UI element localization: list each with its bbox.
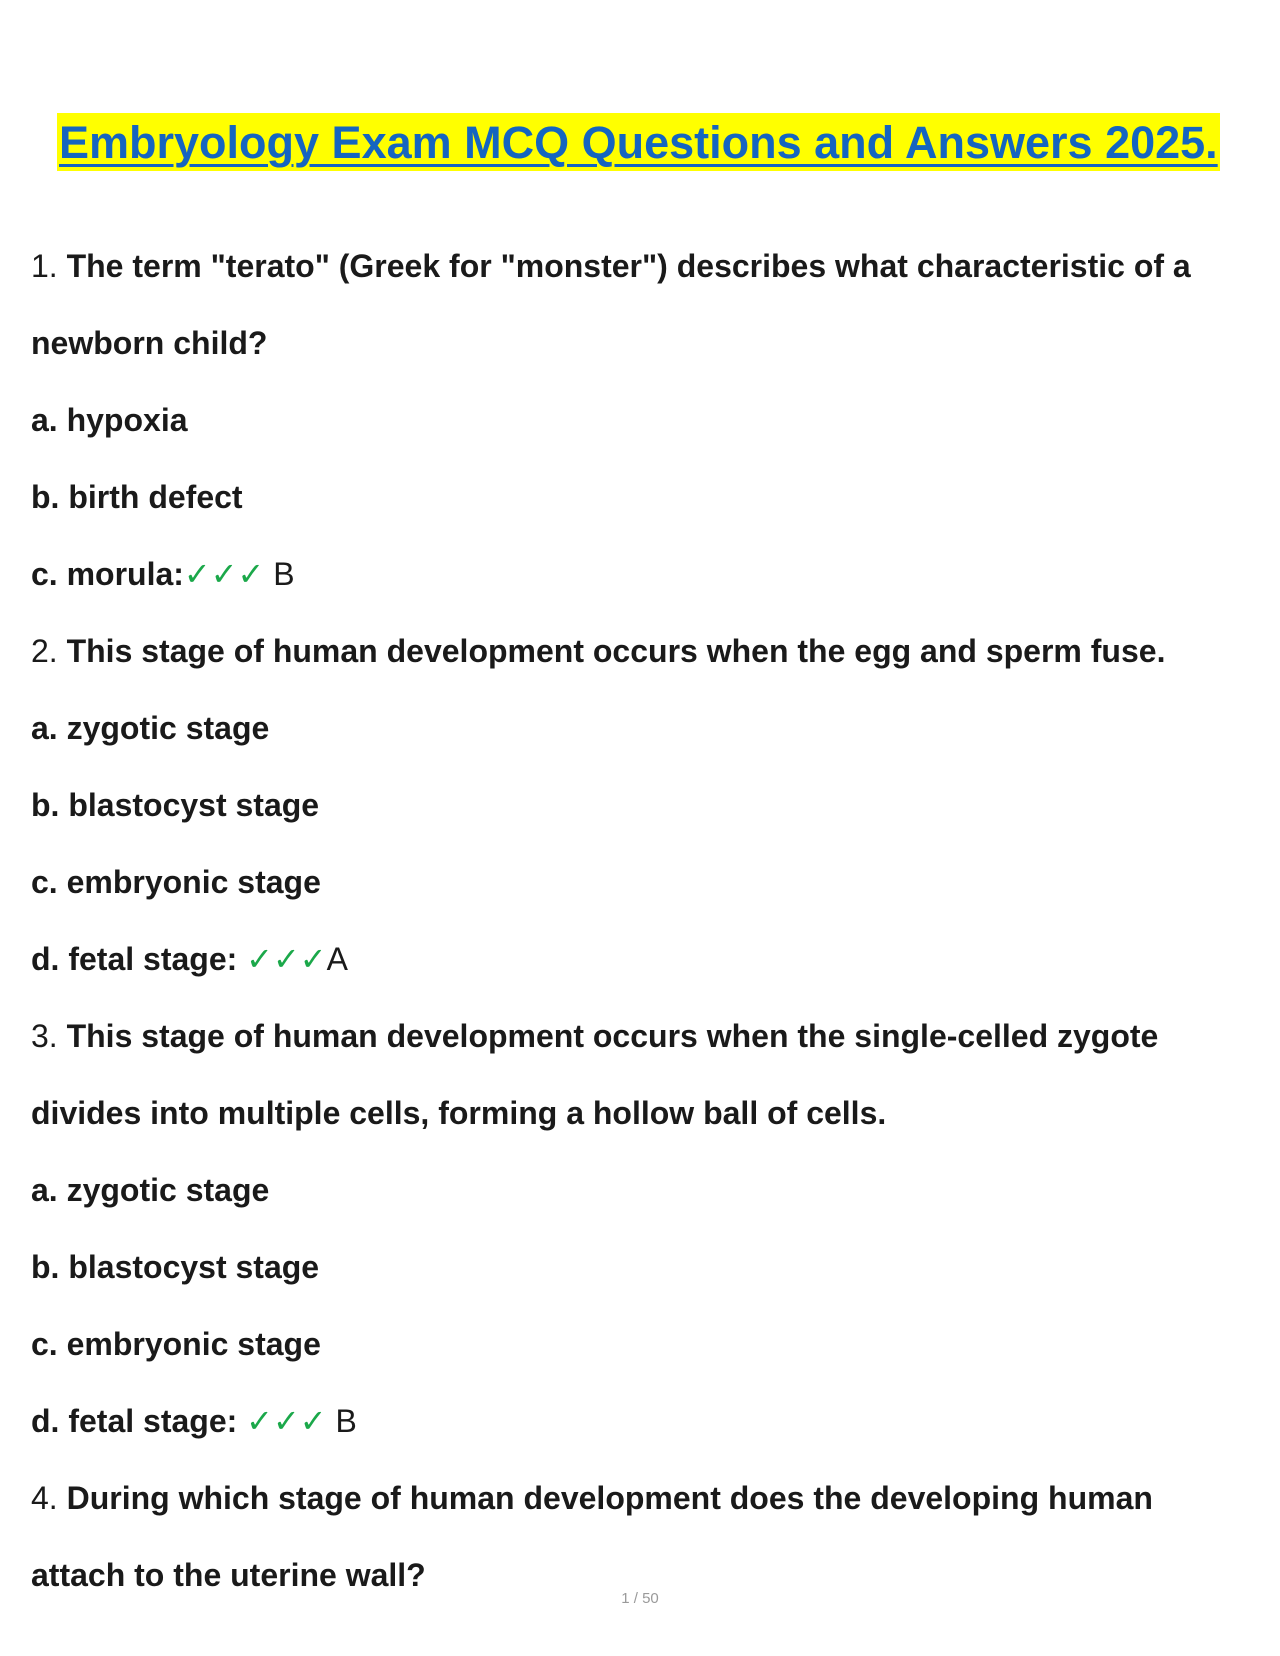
option-text: a. hypoxia	[31, 402, 188, 438]
question-line	[31, 998, 1251, 1075]
option-item	[31, 459, 1251, 536]
option-item	[31, 382, 1251, 459]
question-line	[31, 228, 1251, 305]
question-line	[31, 613, 1251, 690]
option-text: a. zygotic stage	[31, 710, 270, 746]
question-line	[31, 305, 1251, 382]
question-text: The term "terato" (Greek for "monster") describes what characteristic of a	[66, 248, 1191, 284]
title-container	[57, 113, 1220, 171]
question-text: attach to the uterine wall?	[31, 1557, 426, 1593]
option-text: d. fetal stage:	[31, 941, 247, 977]
option-item	[31, 1152, 1251, 1229]
option-item	[31, 1383, 1251, 1460]
answer-key: B	[326, 1403, 357, 1439]
question-text: This stage of human development occurs when the egg and sperm fuse.	[66, 633, 1166, 669]
question-text: divides into multiple cells, forming a hollow ball of cells.	[31, 1095, 887, 1131]
option-item	[31, 767, 1251, 844]
question-line	[31, 1075, 1251, 1152]
option-text: c. morula:	[31, 556, 184, 592]
option-item	[31, 536, 1251, 613]
option-item	[31, 1229, 1251, 1306]
question-number: 4.	[31, 1480, 58, 1516]
option-text: a. zygotic stage	[31, 1172, 270, 1208]
question-text: During which stage of human development does the developing human	[66, 1480, 1153, 1516]
question-line	[31, 1460, 1251, 1537]
option-text: c. embryonic stage	[31, 864, 321, 900]
checkmark-icon: ✓✓✓	[183, 556, 265, 592]
option-text: b. blastocyst stage	[31, 787, 320, 823]
document-title: Embryology Exam MCQ Questions and Answers 2025.	[57, 113, 1220, 171]
question-number: 2.	[31, 633, 58, 669]
question-text: This stage of human development occurs when the single-celled zygote	[66, 1018, 1159, 1054]
option-text: b. blastocyst stage	[31, 1249, 320, 1285]
option-item	[31, 1306, 1251, 1383]
option-text: b. birth defect	[31, 479, 243, 515]
question-text: newborn child?	[31, 325, 268, 361]
question-number: 1.	[31, 248, 58, 284]
question-number: 3.	[31, 1018, 58, 1054]
answer-key: A	[326, 941, 348, 977]
option-text: c. embryonic stage	[31, 1326, 321, 1362]
page-indicator: 1 / 50	[621, 1590, 659, 1607]
answer-key: B	[264, 556, 295, 592]
question-list	[31, 228, 1251, 1614]
option-item	[31, 921, 1251, 998]
option-text: d. fetal stage:	[31, 1403, 247, 1439]
checkmark-icon: ✓✓✓	[246, 941, 327, 977]
option-item	[31, 844, 1251, 921]
option-item	[31, 690, 1251, 767]
checkmark-icon: ✓✓✓	[246, 1403, 327, 1439]
